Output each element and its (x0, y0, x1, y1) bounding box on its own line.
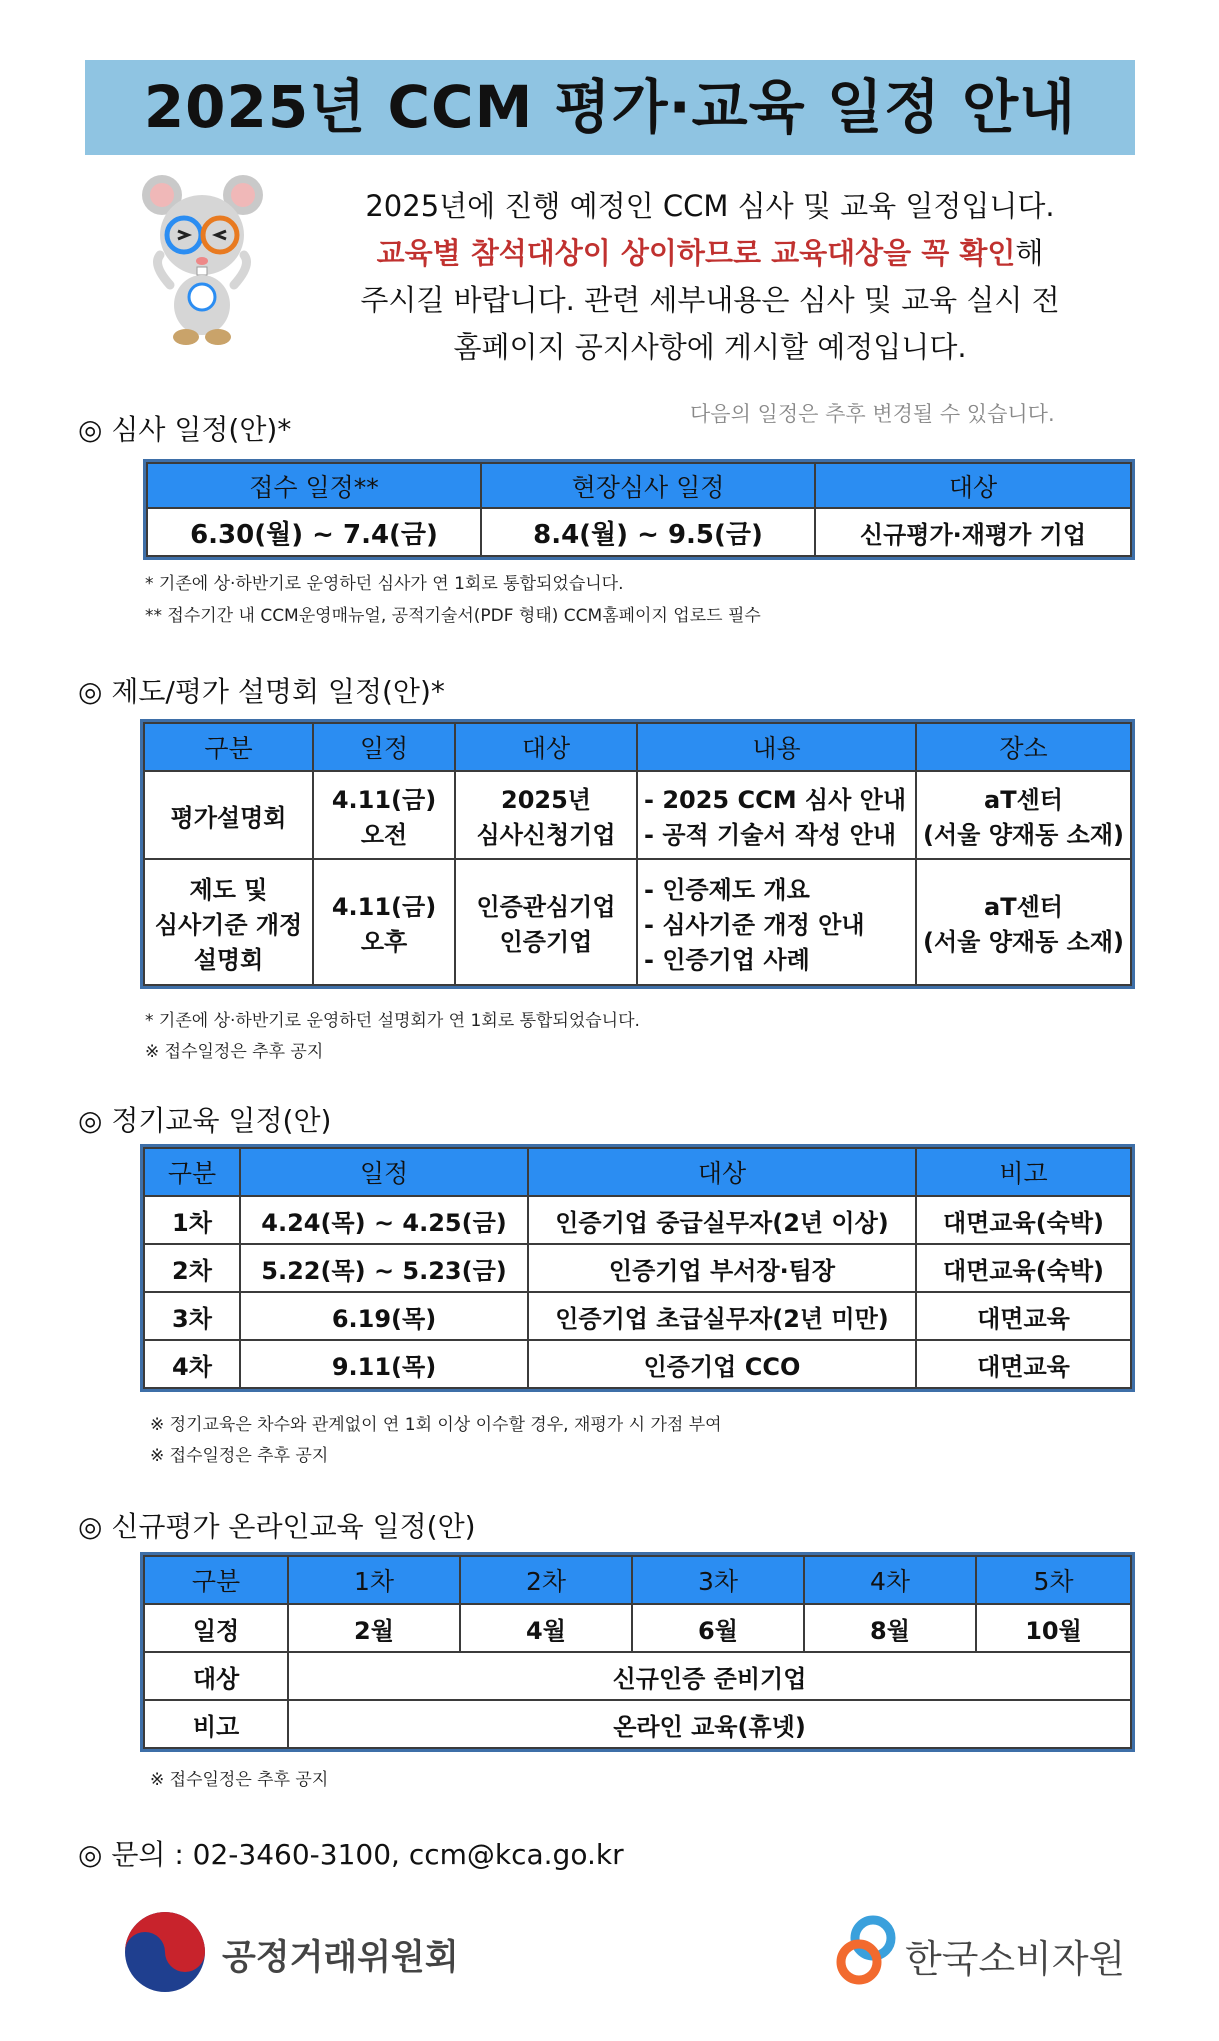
section-heading-regular: ◎ 정기교육 일정(안) (78, 1104, 332, 1137)
intro-line-4: 홈페이지 공지사항에 게시할 예정입니다. (453, 330, 967, 364)
online-header-cell: 3차 (632, 1556, 804, 1604)
briefing-cell (144, 859, 313, 985)
online-header-cell: 구분 (144, 1556, 288, 1604)
briefing-header-cell: 구분 (144, 723, 313, 771)
regular-header-cell: 비고 (916, 1148, 1131, 1196)
regular-cell: 대면교육 (916, 1340, 1131, 1388)
briefing-cell (313, 771, 455, 859)
section-heading-review: ◎ 심사 일정(안)* (78, 413, 292, 446)
briefing-place: (서울 양재동 소재) (923, 821, 1124, 849)
regular-cell: 5.22(목) ~ 5.23(금) (240, 1244, 528, 1292)
regular-cell: 6.19(목) (240, 1292, 528, 1340)
table-row (144, 1340, 1131, 1388)
briefing-date: 4.11(금) (331, 786, 437, 814)
online-cell: 6월 (632, 1604, 804, 1652)
ftc-logo-text: 공정거래위원회 (222, 1938, 459, 1978)
briefing-table (143, 722, 1132, 986)
online-cell: 비고 (144, 1700, 288, 1748)
briefing-place: aT센터 (984, 893, 1063, 921)
table-row (144, 1700, 1131, 1748)
ftc-emblem-icon (123, 1910, 207, 1994)
briefing-content-item: - 인증제도 개요 (644, 875, 810, 904)
briefing-cell (455, 771, 637, 859)
online-cell: 일정 (144, 1604, 288, 1652)
briefing-note-2: ※ 접수일정은 추후 공지 (145, 1042, 324, 1062)
briefing-cell (916, 859, 1131, 985)
online-cell: 4월 (460, 1604, 632, 1652)
briefing-header-cell: 대상 (455, 723, 637, 771)
table-row (144, 1604, 1131, 1652)
review-cell: 6.30(월) ~ 7.4(금) (147, 508, 481, 556)
intro-line-3: 주시길 바랍니다. 관련 세부내용은 심사 및 교육 실시 전 (360, 283, 1060, 317)
briefing-content-item: - 공적 기술서 작성 안내 (644, 821, 897, 849)
briefing-content-item: - 인증기업 사례 (644, 945, 810, 974)
review-table (146, 462, 1132, 557)
online-header-cell: 1차 (288, 1556, 460, 1604)
briefing-cell (455, 859, 637, 985)
regular-cell: 인증기업 중급실무자(2년 이상) (528, 1196, 916, 1244)
review-header-cell: 현장심사 일정 (481, 463, 815, 508)
regular-table (143, 1147, 1132, 1389)
kca-logo-icon (833, 1912, 903, 1992)
regular-note-1: ※ 정기교육은 차수와 관계없이 연 1회 이상 이수할 경우, 재평가 시 가점 부여 (150, 1415, 722, 1435)
review-cell: 신규평가·재평가 기업 (815, 508, 1131, 556)
regular-cell: 인증기업 초급실무자(2년 미만) (528, 1292, 916, 1340)
briefing-type: 심사기준 개정 (154, 910, 303, 939)
briefing-cell: 평가설명회 (144, 771, 313, 859)
briefing-header-cell: 내용 (637, 723, 916, 771)
regular-header-cell: 일정 (240, 1148, 528, 1196)
regular-cell: 3차 (144, 1292, 240, 1340)
online-cell: 10월 (976, 1604, 1131, 1652)
table-row (144, 1196, 1131, 1244)
briefing-time: 오전 (360, 821, 408, 849)
briefing-content-item: - 2025 CCM 심사 안내 (644, 786, 907, 814)
mouse-mascot-icon (140, 165, 265, 355)
online-header-cell: 2차 (460, 1556, 632, 1604)
regular-cell: 대면교육(숙박) (916, 1244, 1131, 1292)
regular-note-2: ※ 접수일정은 추후 공지 (150, 1446, 329, 1466)
briefing-target: 심사신청기업 (476, 821, 616, 849)
briefing-cell (313, 859, 455, 985)
briefing-cell (637, 771, 916, 859)
briefing-place: aT센터 (984, 786, 1063, 814)
online-header-cell: 5차 (976, 1556, 1131, 1604)
table-row (144, 1244, 1131, 1292)
regular-cell: 4.24(목) ~ 4.25(금) (240, 1196, 528, 1244)
review-header-cell: 접수 일정** (147, 463, 481, 508)
briefing-cell (916, 771, 1131, 859)
briefing-place: (서울 양재동 소재) (923, 928, 1124, 956)
intro-line-2 (260, 229, 1160, 277)
briefing-header-cell: 장소 (916, 723, 1131, 771)
intro-highlight: 교육별 참석대상이 상이하므로 교육대상을 꼭 확인 (376, 236, 1016, 270)
online-table (143, 1555, 1132, 1749)
online-note-1: ※ 접수일정은 추후 공지 (150, 1770, 329, 1790)
review-cell: 8.4(월) ~ 9.5(금) (481, 508, 815, 556)
regular-cell: 대면교육 (916, 1292, 1131, 1340)
section-heading-online: ◎ 신규평가 온라인교육 일정(안) (78, 1510, 476, 1543)
change-notice: 다음의 일정은 추후 변경될 수 있습니다. (690, 402, 1055, 426)
review-note-2: ** 접수기간 내 CCM운영매뉴얼, 공적기술서(PDF 형태) CCM홈페이지 업로드 필수 (145, 606, 761, 626)
regular-cell: 1차 (144, 1196, 240, 1244)
briefing-cell (637, 859, 916, 985)
regular-cell: 9.11(목) (240, 1340, 528, 1388)
briefing-note-1: * 기존에 상·하반기로 운영하던 설명회가 연 1회로 통합되었습니다. (145, 1011, 640, 1031)
briefing-type: 설명회 (193, 945, 264, 974)
section-heading-briefing: ◎ 제도/평가 설명회 일정(안)* (78, 675, 445, 708)
regular-cell: 4차 (144, 1340, 240, 1388)
online-cell: 신규인증 준비기업 (288, 1652, 1131, 1700)
regular-cell: 인증기업 부서장·팀장 (528, 1244, 916, 1292)
regular-header-cell: 구분 (144, 1148, 240, 1196)
briefing-header-cell: 일정 (313, 723, 455, 771)
intro-line-2-tail: 해 (1015, 236, 1044, 270)
regular-cell: 2차 (144, 1244, 240, 1292)
contact-info: ◎ 문의 : 02-3460-3100, ccm@kca.go.kr (78, 1838, 624, 1871)
online-cell: 대상 (144, 1652, 288, 1700)
briefing-content-item: - 심사기준 개정 안내 (644, 910, 865, 939)
briefing-time: 오후 (360, 928, 408, 956)
regular-header-cell: 대상 (528, 1148, 916, 1196)
review-note-1: * 기존에 상·하반기로 운영하던 심사가 연 1회로 통합되었습니다. (145, 574, 624, 594)
intro-line-1: 2025년에 진행 예정인 CCM 심사 및 교육 일정입니다. (365, 189, 1055, 223)
briefing-target: 인증기업 (499, 928, 593, 956)
online-cell: 온라인 교육(휴넷) (288, 1700, 1131, 1748)
table-row (144, 1652, 1131, 1700)
page-title: 2025년 CCM 평가·교육 일정 안내 (143, 73, 1077, 141)
table-row (144, 1292, 1131, 1340)
regular-cell: 인증기업 CCO (528, 1340, 916, 1388)
review-header-cell: 대상 (815, 463, 1131, 508)
briefing-target: 2025년 (501, 786, 591, 814)
briefing-type: 제도 및 (189, 875, 268, 904)
online-cell: 8월 (804, 1604, 976, 1652)
briefing-target: 인증관심기업 (476, 893, 616, 921)
briefing-date: 4.11(금) (331, 893, 437, 921)
online-header-cell: 4차 (804, 1556, 976, 1604)
kca-logo-text: 한국소비자원 (905, 1937, 1126, 1981)
online-cell: 2월 (288, 1604, 460, 1652)
regular-cell: 대면교육(숙박) (916, 1196, 1131, 1244)
